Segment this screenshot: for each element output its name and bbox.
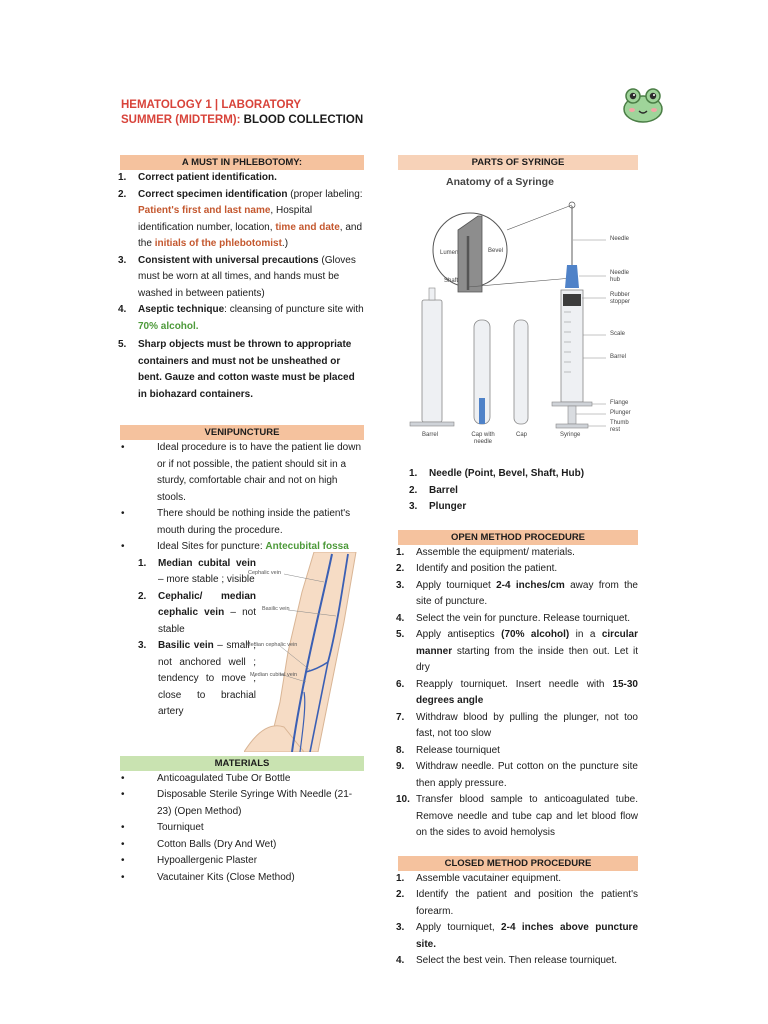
list-item: 9. Withdraw needle. Put cotton on the puncture site then apply pressure.	[396, 761, 638, 789]
header-subject: BLOOD COLLECTION	[243, 114, 364, 126]
list-item: 5. Sharp objects must be thrown to appropriate containers and must not be unsheathed or bent. Gauze and cotton waste must be placed in biohazard containers.	[118, 339, 355, 400]
closed-method-list	[396, 871, 638, 970]
list-item: • Vacutainer Kits (Close Method)	[118, 870, 364, 887]
frog-logo-icon	[622, 86, 664, 124]
open-method-heading: OPEN METHOD PROCEDURE	[398, 530, 638, 545]
list-item: • Hypoallergenic Plaster	[118, 853, 364, 870]
page-header	[121, 98, 363, 128]
arm-veins-diagram	[244, 552, 368, 752]
vein-list	[138, 556, 256, 721]
cap-part-label: Cap	[516, 432, 528, 438]
list-item: 10. Transfer blood sample to anticoagulated tube. Remove needle and tube cap and let blood flow on the sides to avoid hemolysis	[396, 794, 638, 838]
materials-heading: MATERIALS	[120, 756, 364, 771]
phlebotomy-heading: A MUST IN PHLEBOTOMY:	[120, 155, 364, 170]
venipuncture-heading: VENIPUNCTURE	[120, 425, 364, 440]
shaft-label: Shaft	[444, 278, 459, 284]
list-item: 7. Withdraw blood by pulling the plunger, not too fast, not too slow	[396, 711, 638, 739]
list-item: • Tourniquet	[118, 820, 364, 837]
header-topic	[121, 113, 363, 128]
list-item: • Ideal procedure is to have the patient lie down or if not possible, the patient should sit in a sturdy, comfortable chair and not on high stools.	[118, 440, 364, 506]
syringe-parts-list	[409, 466, 638, 516]
list-item: 1. Assemble the equipment/ materials.	[396, 546, 575, 558]
barrel-part-label: Barrel	[422, 432, 439, 438]
thumb-rest-label: Thumb rest	[610, 420, 629, 433]
list-item: 1. Needle (Point, Bevel, Shaft, Hub)	[409, 468, 585, 479]
list-item: • Anticoagulated Tube Or Bottle	[118, 771, 364, 788]
cephalic-vein-label: Cephalic vein	[248, 569, 282, 576]
needle-hub-label: Needle hub	[610, 270, 630, 283]
list-item: 2. Identify the patient and position the patient's forearm.	[396, 889, 638, 917]
list-item: 8. Release tourniquet	[396, 744, 500, 756]
list-item: 3. Consistent with universal precautions (Gloves must be worn at all times, and hands must be washed in between patients)	[118, 254, 356, 299]
list-item: 4. Select the best vein. Then release tourniquet.	[396, 955, 618, 966]
list-item: 5. Apply antiseptics (70% alcohol) in a circular manner starting from the inside then out. Let it dry	[396, 629, 638, 673]
needle-label: Needle	[610, 236, 630, 242]
syringe-part-label: Syringe	[560, 432, 581, 438]
list-item: 2. Identify and position the patient.	[396, 563, 558, 574]
closed-method-heading: CLOSED METHOD PROCEDURE	[398, 856, 638, 871]
vein-sites	[118, 556, 364, 748]
basilic-vein-label: Basilic vein	[262, 605, 290, 612]
bevel-label: Bevel	[488, 248, 504, 254]
barrel-label: Barrel	[610, 354, 627, 360]
flange-label: Flange	[610, 400, 629, 406]
lumen-label: Lumen	[440, 250, 459, 256]
header-course: HEMATOLOGY 1 | LABORATORY	[121, 99, 301, 111]
syringe-figure-title: Anatomy of a Syringe	[446, 176, 554, 188]
list-item: 3. Basilic vein – small ; not anchored well ; tendency to move ; close to brachial artery	[138, 640, 257, 717]
header-term: SUMMER (MIDTERM):	[121, 114, 241, 126]
right-column	[396, 155, 638, 970]
list-item: 3. Apply tourniquet 2-4 inches/cm away from the site of puncture.	[396, 579, 638, 607]
rubber-stopper-label: Rubber stopper	[610, 292, 631, 305]
list-item: 1. Median cubital vein – more stable ; visible	[138, 557, 256, 585]
list-item: • There should be nothing inside the patient's mouth during the procedure.	[118, 506, 364, 539]
list-item: • Disposable Sterile Syringe With Needle (21- 23) (Open Method)	[118, 787, 364, 820]
plunger-label: Plunger	[610, 410, 631, 416]
cap-with-needle-label: Cap with needle	[471, 432, 495, 445]
venipuncture-list	[118, 440, 364, 556]
phlebotomy-list	[118, 170, 364, 403]
list-item: 1. Correct patient identification.	[118, 172, 277, 183]
syringe-diagram	[396, 170, 638, 446]
list-item: 2. Cephalic/ median cephalic vein – not stable	[138, 590, 256, 635]
left-column	[118, 155, 364, 886]
list-item: 2. Correct specimen identification (proper labeling: Patient's first and last name, Hospital identification number, location, time and date, and the initials of the phlebotomist.)	[118, 188, 363, 249]
list-item: • Cotton Balls (Dry And Wet)	[118, 837, 364, 854]
list-item: 1. Assemble vacutainer equipment.	[396, 872, 562, 884]
list-item: 3. Apply tourniquet, 2-4 inches above puncture site.	[396, 922, 639, 950]
syringe-figure	[396, 170, 638, 446]
list-item: 4. Select the vein for puncture. Release tourniquet.	[396, 612, 631, 624]
syringe-heading: PARTS OF SYRINGE	[398, 155, 638, 170]
list-item: 2. Barrel	[409, 484, 458, 496]
list-item: 4. Aseptic technique: cleansing of puncture site with 70% alcohol.	[118, 304, 364, 332]
list-item: • Ideal Sites for puncture: Antecubital fossa	[118, 539, 364, 556]
materials-list	[118, 771, 364, 887]
median-cubital-vein-label: Median cubital vein	[250, 671, 298, 678]
open-method-list	[396, 545, 638, 842]
list-item: 3. Plunger	[409, 501, 467, 512]
scale-label: Scale	[610, 331, 626, 337]
list-item: 6. Reapply tourniquet. Insert needle with 15-30 degrees angle	[396, 678, 638, 706]
median-cephalic-vein-label: Median cephalic vein	[246, 641, 298, 648]
